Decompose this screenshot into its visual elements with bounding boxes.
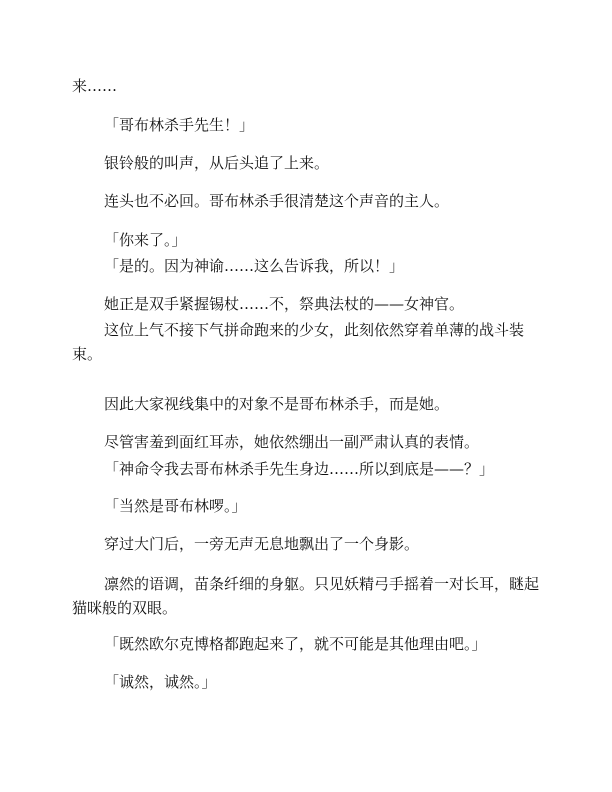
paragraph: 「哥布林杀手先生！」 (104, 116, 255, 134)
paragraph: 穿过大门后，一旁无声无息地飘出了一个身影。 (104, 535, 420, 553)
paragraph: 「神命令我去哥布林杀手先生身边……所以到底是——？」 (104, 460, 495, 478)
paragraph: 她正是双手紧握锡杖……不，祭典法杖的——女神官。 (104, 295, 465, 313)
paragraph: 「当然是哥布林啰。」 (104, 497, 247, 515)
paragraph: 连头也不必回。哥布林杀手很清楚这个声音的主人。 (104, 192, 450, 210)
paragraph: 「你来了。」 (104, 231, 187, 249)
paragraph: 这位上气不接下气拼命跑来的少女，此刻依然穿着单薄的战斗装束。 (72, 321, 525, 363)
paragraph: 「既然欧尔克博格都跑起来了，就不可能是其他理由吧。」 (104, 635, 487, 653)
paragraph: 因此大家视线集中的对象不是哥布林杀手，而是她。 (104, 395, 450, 413)
paragraph: 「诚然，诚然。」 (104, 673, 217, 691)
paragraph-continuation: 来…… (72, 77, 118, 95)
paragraph: 银铃般的叫声，从后头追了上来。 (104, 154, 330, 172)
paragraph: 凛然的语调，苗条纤细的身躯。只见妖精弓手摇着一对长耳，瞇起猫咪般的双眼。 (72, 575, 540, 617)
paragraph: 「是的。因为神谕……这么告诉我，所以！」 (104, 257, 405, 275)
paragraph: 尽管害羞到面红耳赤，她依然绷出一副严肃认真的表情。 (104, 433, 480, 451)
